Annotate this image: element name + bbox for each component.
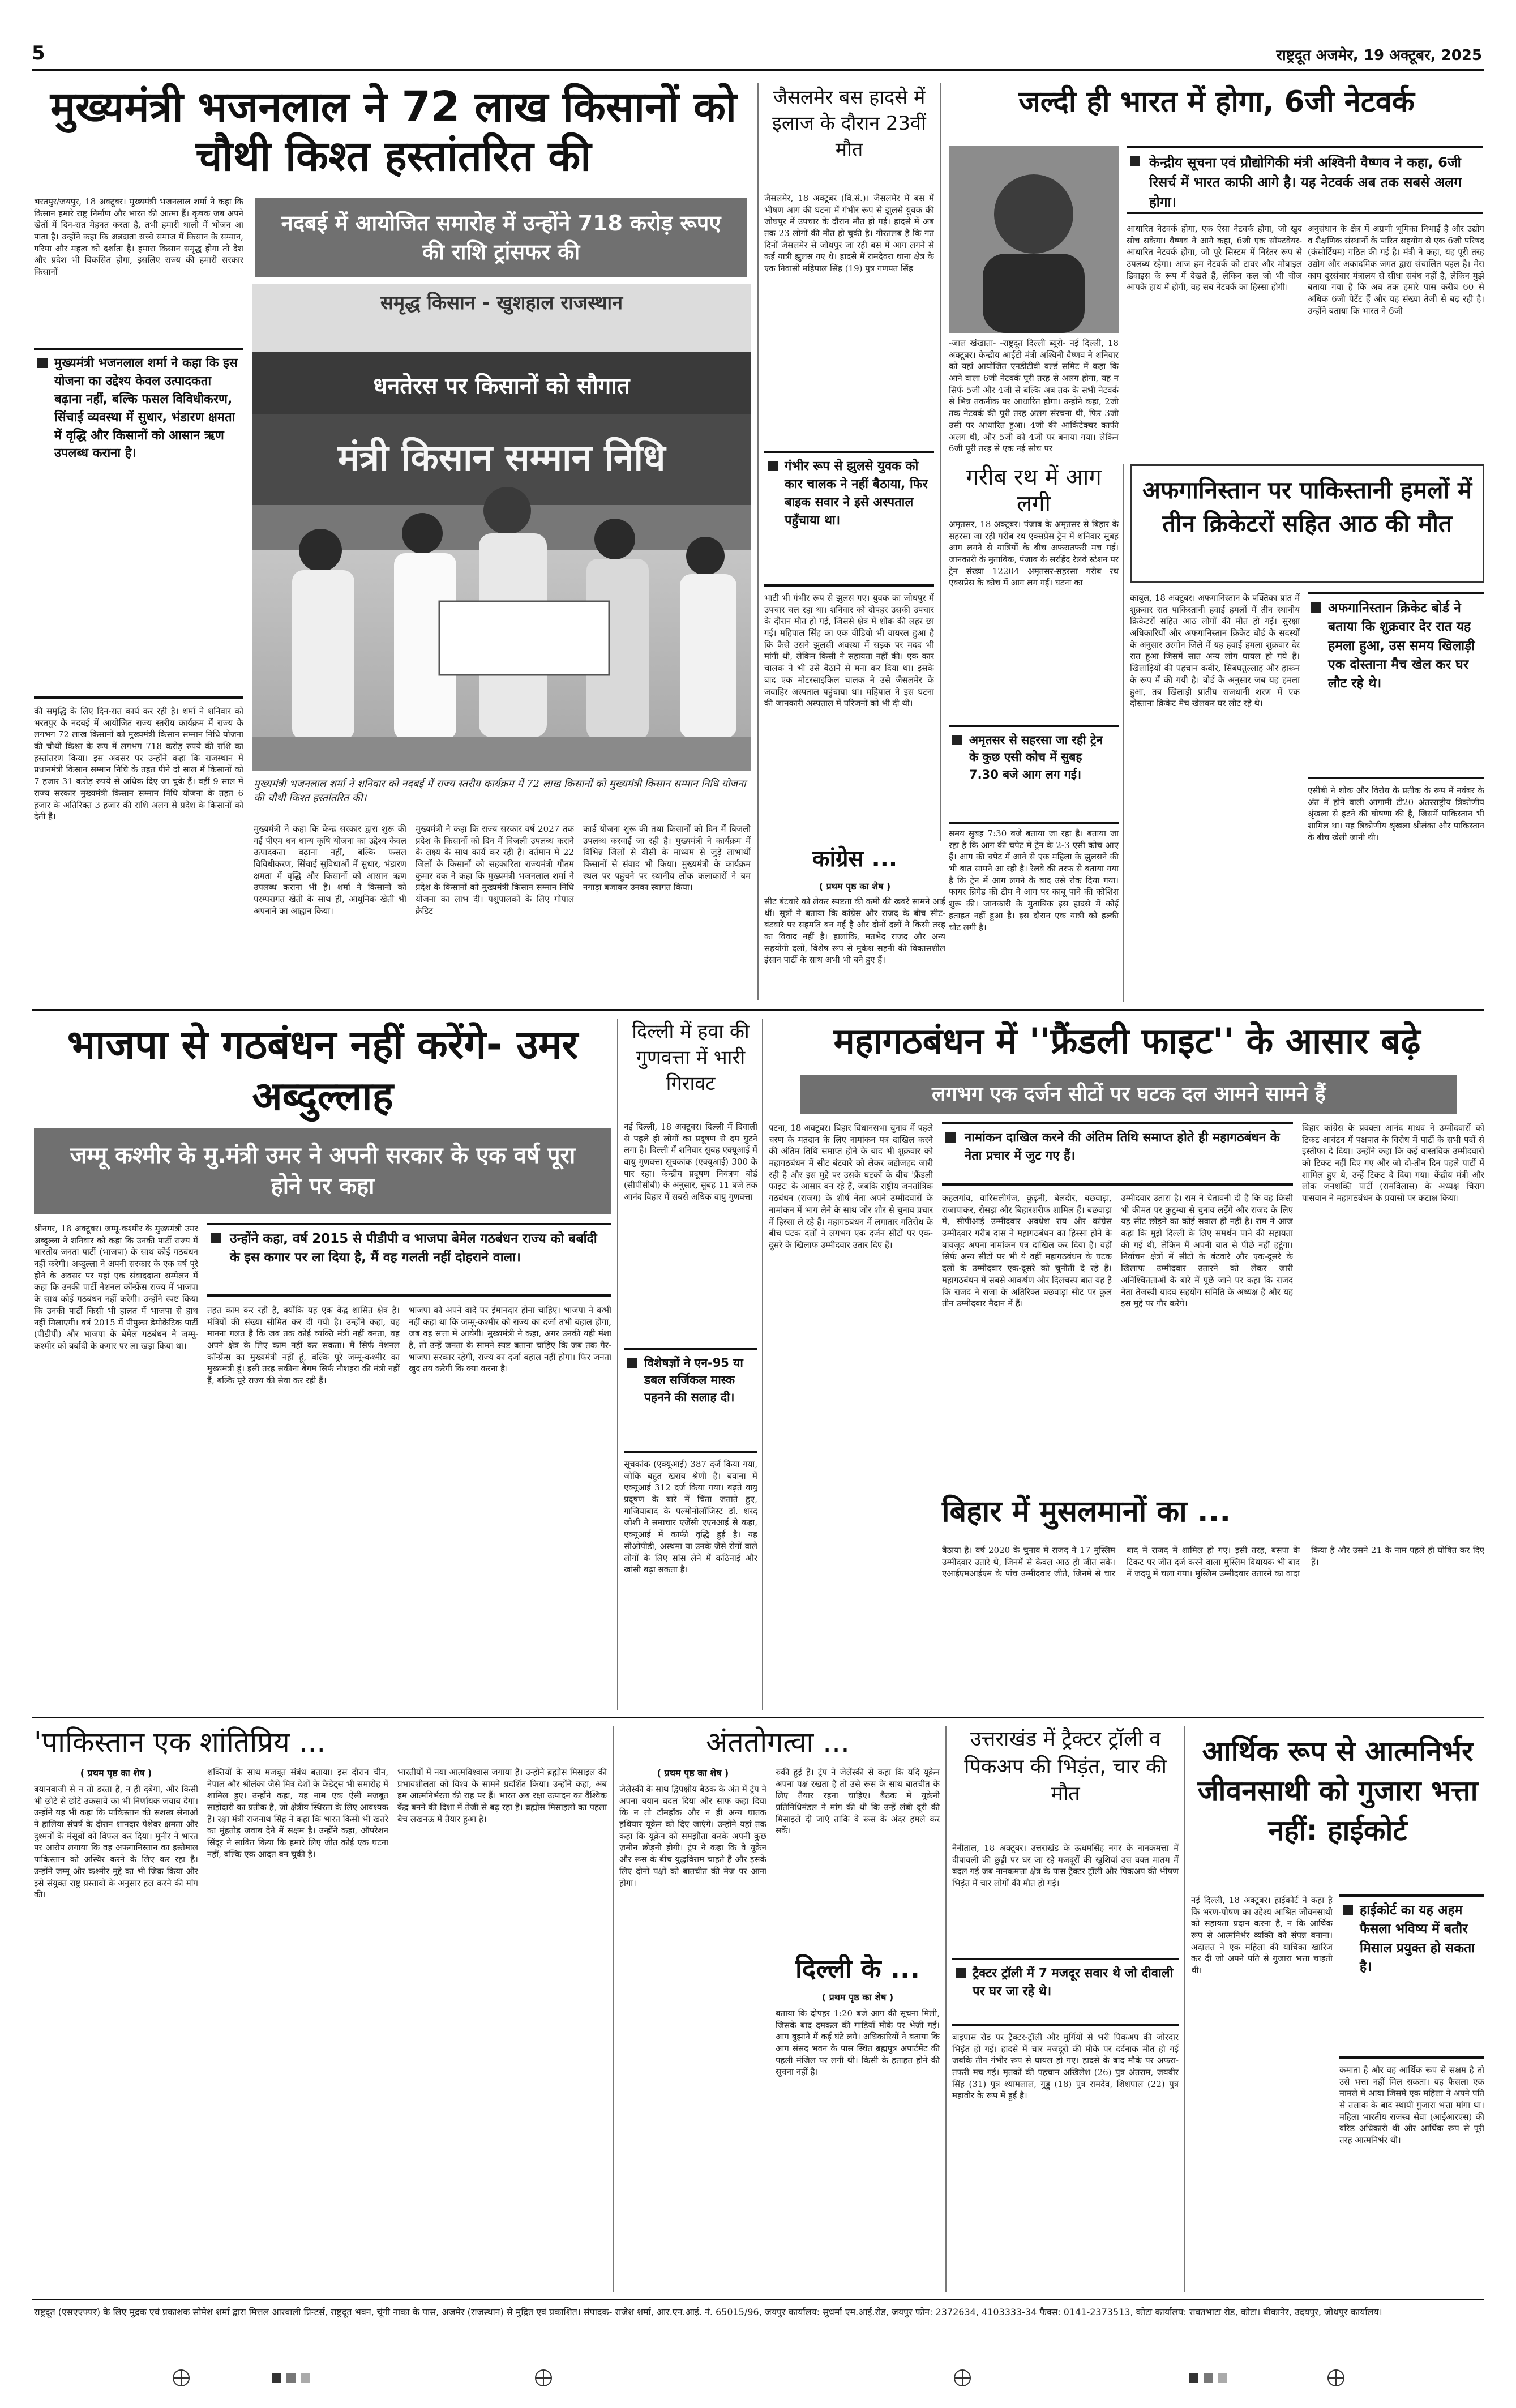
story13-headline: उत्तराखंड में ट्रैक्टर ट्रॉली व पिकअप की भिड़ंत, चार की मौत [964, 1727, 1167, 1806]
print-registration-icon [34, 2367, 1483, 2389]
story5-headline: अफगानिस्तान पर पाकिस्तानी हमलों में तीन क्रिकेटरों सहित आठ की मौत [1142, 476, 1472, 537]
story9-text: बैठाया है। वर्ष 2020 के चुनाव में राजद ने 17 मुस्लिम उम्मीदवार उतारे थे, जिनमें से केवल आठ ही जीत सके। एआईएमआईएम के पांच उम्मीदवार जीते, जिनमें से चार बाद में राजद में शामिल हो गए। इसी तरह, बसपा के टिकट पर जीत दर्ज करने वाला मुस्लिम विधायक भी बाद में जदयू में चला गया। मुस्लिम उम्मीदवार उतारने का वादा किया है और उसने 21 के नाम पहले ही घोषित कर दिए हैं। [942, 1545, 1484, 1579]
story7-text: नई दिल्ली, 18 अक्टूबर। दिल्ली में दिवाली से पहले ही लोगों का प्रदूषण से दम घुटने लगा है। दिल्ली में शनिवार सुबह एक्यूआई में वायु गुणवत्ता सूचकांक (एक्यूआई) 300 के पार रहा। केन्द्रीय प्रदूषण नियंत्रण बोर्ड (सीपीसीबी) के अनुसार, सुबह 11 बजे तक आनंद विहार में सबसे अधिक वायु गुणवत्ता [624, 1122, 757, 1203]
bullet-square-icon [1311, 602, 1321, 613]
story11-headline: 'पाकिस्तान एक शांतिप्रिय ... [34, 1726, 326, 1759]
story15-headline: आर्थिक रूप से आत्मनिर्भर जीवनसाथी को गुजारा भत्ता नहीं: हाईकोर्ट [1197, 1735, 1478, 1847]
bullet-square-icon [952, 735, 962, 745]
story5-text: काबुल, 18 अक्टूबर। अफगानिस्तान के पक्तिका प्रांत में शुक्रवार रात पाकिस्तानी हवाई हमलों में तीन स्थानीय क्रिकेटरों सहित आठ लोगों की मौत हो गई। सुरक्षा अधिकारियों और अफगानिस्तान क्रिकेट बोर्ड के सदस्यों के अनुसार उरगोन जिले में यह हवाई हमला शुक्रवार देर रात हुआ जिसमें सात अन्य लोग घायल हो गये हैं। खिलाड़ियों की पहचान कबीर, सिबघतुल्लाह और हारून के रूप में की गयी है। बोर्ड के अनुसार जब यह हमला हुआ, तब खिलाड़ी प्रांतीय राजधानी शरण में एक दोस्ताना क्रिकेट मैच खेलकर घर लौट रहे थे। [1130, 593, 1300, 709]
story3-text-c: अनुसंधान के क्षेत्र में अग्रणी भूमिका निभाई है और उद्योग व शैक्षणिक संस्थानों के पारित सहयोग से एक 6जी परिषद (कंसोर्टियम) गठित की गई है। मंत्री ने कहा, यह पूरी तरह उद्योग और अकादमिक जगत द्वारा संचालित पहल है। मेरा काम दूरसंचार मंत्रालय से सीधा संबंध नहीं है, लेकिन मुझे बताया गया है कि अब तक हमारे पास करीब 60 से अधिक 6जी पेटेंट हैं और यह संख्या तेजी से बढ़ रही है। उन्होंने बताया कि भारत ने 6जी [1308, 224, 1484, 316]
story15-text2: कमाता है और वह आर्थिक रूप से सक्षम है तो उसे भत्ता नहीं मिल सकता। यह फैसला एक मामले में आया जिसमें एक महिला ने अपने पति से तलाक के बाद स्थायी गुजारा भत्ता मांगा था। महिला भारतीय राजस्व सेवा (आईआरएस) की वरिष्ठ अधिकारी थी और आर्थिक रूप से पूरी तरह आत्मनिर्भर थी। [1339, 2065, 1484, 2146]
column-divider [762, 1019, 763, 1710]
story5-callout: अफगानिस्तान क्रिकेट बोर्ड ने बताया कि शुक्रवार देर रात यह हमला हुआ, उस समय खिलाड़ी एक दोस्ताना मैच खेल कर घर लौट रहे थे। [1308, 592, 1484, 779]
story5-headline-box [1130, 464, 1484, 583]
story5-text2: एसीबी ने शोक और विरोध के प्रतीक के रूप में नवंबर के अंत में होने वाली आगामी टी20 अंतरराष्ट्रीय त्रिकोणीय श्रृंखला से हटने की घोषणा की है, जिसमें पाकिस्तान भी शामिल था। यह त्रिकोणीय श्रृंखला श्रीलंका और पाकिस्तान के बीच खेली जानी थी। [1308, 785, 1484, 842]
bullet-square-icon [37, 358, 48, 368]
story1-callout: मुख्यमंत्री भजनलाल शर्मा ने कहा कि इस योजना का उद्देश्य केवल उत्पादकता बढ़ाना नहीं, बल्कि फसल विविधीकरण, सिंचाई व्यवस्था में सुधार, भंडारण क्षमता में वृद्धि और किसानों को आसान ऋण उपलब्ध कराना है। [34, 348, 243, 699]
story3-callout: केन्द्रीय सूचना एवं प्रौद्योगिकी मंत्री अश्विनी वैष्णव ने कहा, 6जी रिसर्च में भारत काफी आगे है। यह नेटवर्क अब तक सबसे अलग होगा। [1127, 146, 1483, 214]
photo-banner-main: मंत्री किसान सम्मान निधि [337, 437, 666, 479]
story1-text-d: मुख्यमंत्री ने कहा कि राज्य सरकार वर्ष 2027 तक प्रदेश के किसानों को दिन में बिजली उपलब्ध कराने के लक्ष्य के साथ कार्य कर रही है। वर्तमान में 22 जिलों के किसानों को सहकारिता राज्यमंत्री गौतम कुमार दक ने कहा कि मुख्यमंत्री भजनलाल शर्मा ने प्रदेश के किसानों को मुख्यमंत्री किसान सम्मान निधि योजना का लाभ दी। पशुपालकों के लिए गोपाल क्रेडिट [416, 824, 574, 916]
story1-caption: मुख्यमंत्री भजनलाल शर्मा ने शनिवार को नदबई में राज्य स्तरीय कार्यक्रम में 72 लाख किसानों को मुख्यमंत्री किसान सम्मान निधि योजना की चौथी किश्त हस्तांतरित की। [254, 778, 746, 805]
story9-headline: बिहार में मुसलमानों का ... [942, 1495, 1231, 1529]
story4-callout: अमृतसर से सहरसा जा रही ट्रेन के कुछ एसी कोच में सुबह 7.30 बजे आग लग गई। [949, 725, 1119, 824]
story1-text-a: भरतपुर/जयपुर, 18 अक्टूबर। मुख्यमंत्री भजनलाल शर्मा ने कहा कि किसान हमारे राष्ट्र निर्माण और भारत की आत्मा हैं। कृषक जब अपने खेतों में दिन-रात मेहनत करता है, तभी हमारी थाली में भोजन आ पाता है। उन्होंने कहा कि अन्नदाता सच्चे समाज में किसान के सम्मान, गरिमा और महत्व को दर्शाता है। हमारा किसान समृद्ध होगा तो देश और प्रदेश भी विकसित होगा, इसलिए राज्य की हमारी सरकार किसानों [34, 196, 243, 277]
story14-headline: दिल्ली के ... [795, 1953, 920, 1984]
story11-source: ( प्रथम पृष्ठ का शेष ) [80, 1768, 152, 1778]
story11-text: बयानबाजी से न तो डरता है, न ही दबेगा, और किसी भी छोटे से छोटे उकसावे का भी निर्णायक जवाब देगा। उन्होंने यह भी कहा कि पाकिस्तान की सशस्त्र सेनाओं ने हालिया संघर्ष के दौरान शानदार पेशेवर क्षमता और दुश्मनों के मंसूबों को विफल कर दिया। मुनीर ने भारत पर आरोप लगाया कि वह अफगानिस्तान का इस्तेमाल पाकिस्तान को अस्थिर करने के लिए कर रहा है। उन्होंने जम्मू और कश्मीर मुद्दे का भी जिक्र किया और इसे संयुक्त राष्ट्र प्रस्तावों के अनुसार हल करने की मांग की। [34, 1784, 198, 1900]
story15-text: नई दिल्ली, 18 अक्टूबर। हाईकोर्ट ने कहा है कि भरण-पोषण का उद्देश्य आश्रित जीवनसाथी को सहायता प्रदान करना है, न कि आर्थिक रूप से आत्मनिर्भर व्यक्ति को संपन्न बनाना। अदालत ने एक महिला की याचिका खारिज कर दी जो अपने पति से गुजारा भत्ता चाहती थी। [1191, 1895, 1333, 1976]
section-rule [32, 1717, 1484, 1718]
story4-text: अमृतसर, 18 अक्टूबर। पंजाब के अमृतसर से बिहार के सहरसा जा रही गरीब रथ एक्सप्रेस ट्रेन में शनिवार सुबह आग लगने से यात्रियों के बीच अफरातफरी मच गई। जानकारी के मुताबिक, पंजाब के सरहिंद रेलवे स्टेशन पर ट्रेन संख्या 12204 अमृतसर-सहरसा गरीब रथ एक्सप्रेस के कोच में आग लग गई। घटना का [949, 519, 1119, 588]
story4-headline: गरीब रथ में आग लगी [966, 464, 1102, 517]
story8-text3: उम्मीदवार उतारा है। राम ने चेतावनी दी है कि वह किसी भी कीमत पर कुटुम्बा से चुनाव लड़ेंगे और राजद के लिए यह सीट छोड़ने का कोई सवाल ही नहीं है। राम ने आज कहा कि मुझे दिल्ली के लिए समर्थन पाने की सहायता की गई थी, लेकिन मैं अपनी बात से पीछे नहीं हटूंगा। निर्वाचन क्षेत्रों में सीटों के बंटवारे और एक-दूसरे के खिलाफ उम्मीदवार उतारने को लेकर जारी अनिश्चितताओं के बारे में पूछे जाने पर कहा कि राजद नेता तेजस्वी यादव सहयोग समिति के अध्यक्ष हैं और यह इस मुद्दे पर गौर करेंगे। [1121, 1193, 1293, 1309]
story13-text: नैनीताल, 18 अक्टूबर। उत्तराखंड के ऊधमसिंह नगर के नानकमत्ता में दीपावली की छुट्टी पर घर जा रहे मजदूरों की खुशियां उस वक्त मातम में बदल गई जब नानकमत्ता क्षेत्र के पास ट्रैक्टर ट्रॉली और पिकअप की भीषण भिड़ंत में चार लोगों की मौत हो गई। [952, 1843, 1179, 1889]
column-divider [945, 1726, 947, 2292]
story15-callout: हाईकोर्ट का यह अहम फैसला भविष्य में बतौर मिसाल प्रयुक्त हो सकता है। [1339, 1894, 1484, 2059]
photo-banner-top: समृद्ध किसान - खुशहाल राजस्थान [380, 292, 623, 314]
story10-source: ( प्रथम पृष्ठ का शेष ) [819, 881, 891, 892]
story8-subhead: लगभग एक दर्जन सीटों पर घटक दल आमने सामने हैं [800, 1075, 1457, 1114]
story10-headline: कांग्रेस ... [812, 846, 898, 872]
minister-portrait [949, 146, 1119, 333]
story8-text4: बिहार कांग्रेस के प्रवक्ता आनंद माधव ने उम्मीदवारों को टिकट आवंटन में पक्षपात के विरोध में पार्टी के सभी पदों से इस्तीफा दे दिया। उन्होंने कहा कि कई वास्तविक उम्मीदवारों को टिकट नहीं दिए गए और जो दो-तीन दिन पहले पार्टी में शामिल हुए थे, उन्हें टिकट दे दिया गया। केंद्रीय मंत्री और लोक जनशक्ति पार्टी (रामविलास) के अध्यक्ष चिराग पासवान ने महागठबंधन के प्रयासों पर कटाक्ष किया। [1302, 1123, 1484, 1204]
bullet-square-icon [956, 1968, 966, 1978]
story1-subhead: नदबई में आयोजित समारोह में उन्होंने 718 करोड़ रूपए की राशि ट्रांसफर की [255, 198, 747, 277]
footer-imprint: राष्ट्रदूत (एसएएफ्पर) के लिए मुद्रक एवं प्रकाशक सोमेश शर्मा द्वारा मित्तल आरवाली प्रिन्टर्स, राष्ट्रदूत भवन, चूंगी नाका के पास, अजमेर (राजस्थान) से मुद्रित एवं प्रकाशित। संपादक- राजेश शर्मा, आर.एन.आई. नं. 65015/96, जयपुर कार्यालय: सुधर्मा एम.आई.रोड, जयपुर फोन: 2372634, 4103333-34 फैक्स: 0141-2373513, कोटा कार्यालय: रावतभाटा रोड, कोटा। बीकानेर, उदयपुर, जोधपुर कार्यालय। [34, 2307, 1382, 2317]
story1-text-c: मुख्यमंत्री ने कहा कि केन्द्र सरकार द्वारा शुरू की गई पीएम धन धान्य कृषि योजना का उद्देश्य केवल उत्पादकता बढ़ाना नहीं, बल्कि फसल विविधीकरण, सिंचाई सुविधाओं में सुधार, भंडारण क्षमता में वृद्धि और किसानों को आसान ऋण उपलब्ध कराना भी है। शर्मा ने किसानों को परम्परागत खेती के साथ ही, आधुनिक खेती भी अपनाने का आह्वान किया। [254, 824, 406, 916]
column-divider [1123, 464, 1124, 1002]
story6-text3: भाजपा को अपने वादे पर ईमानदार होना चाहिए। भाजपा ने कभी नहीं कहा था कि जम्मू-कश्मीर को राज्य का दर्जा तभी बहाल होगा, जब वह सत्ता में आयेगी। मुख्यमंत्री ने कहा, अगर उनकी यही मंशा है, तो उन्हें जनता के सामने स्पष्ट बताना चाहिए कि जब तक गैर-भाजपा सरकार रहेगी, राज्य का दर्जा बहाल नहीं होगा। फिर जनता खुद तय करेगी कि क्या करना है। [409, 1305, 611, 1374]
column-divider [940, 83, 941, 841]
story8-text: पटना, 18 अक्टूबर। बिहार विधानसभा चुनाव में पहले चरण के मतदान के लिए नामांकन पत्र दाखिल करने की अंतिम तिथि समाप्त होने के बाद भी शुक्रवार को महागठबंधन में सीट बंटवारे को लेकर जद्दोजहद जारी रही है और इस मुद्दे पर उसके घटकों के बीच 'फ्रैंडली फाइट' के आसार बन रहे हैं, जबकि राष्ट्रीय जनतांत्रिक गठबंधन (राजग) के शीर्ष नेता अपने उम्मीदवारों के नामांकन में भाग लेने के साथ जोर शोर से चुनाव प्रचार में हिस्सा ले रहे हैं। महागठबंधन में लगातार गतिरोध के बीच घटक दलों ने लगभग एक दर्जन सीटों पर एक-दूसरे के खिलाफ उम्मीदवार उतार दिए हैं। [769, 1123, 933, 1250]
story6-text2: तहत काम कर रही है, क्योंकि यह एक केंद्र शासित क्षेत्र है। मंत्रियों की संख्या सीमित कर दी गयी है। उन्होंने कहा, यह मानना गलत है कि जब तक कोई व्यक्ति मंत्री नहीं बनता, वह अपने क्षेत्र के लिए काम नहीं कर सकता। मैं सिर्फ नेशनल कॉन्फ्रेंस का मुख्यमंत्री नहीं हूं, बल्कि पूरे जम्मू-कश्मीर का मुख्यमंत्री हूं। इसी तरह सकीना बेगम सिर्फ नौशहरा की मंत्री नहीं हैं, बल्कि पूरे राज्य की सेवा कर रही हैं। [207, 1305, 400, 1386]
photo-banner-mid: धनतेरस पर किसानों को सौगात [373, 373, 630, 399]
story3-text-b: आधारित नेटवर्क होगा, एक ऐसा नेटवर्क होगा, जो खुद सोच सकेगा। वैष्णव ने आगे कहा, 6जी एक सॉफ्टवेयर-आधारित नेटवर्क होगा, जो पूरे सिस्टम में निरंतर रूप से उपलब्ध रहेगा। आज हम नेटवर्क को टावर और मोबाइल डिवाइस के रूप में देखते हैं, लेकिन कल जो भी चीज आपके हाथ में होगी, वह सब नेटवर्क का हिस्सा होगी। [1127, 224, 1302, 293]
story2-dateline: जैसलमेर, 18 अक्टूबर (वि.सं.)। जैसलमेर में बस में भीषण आग की घटना में गंभीर रूप से झुलसे युवक की जोधपुर में उपचार के दौरान मौत हो गई। हादसे में अब तक 23 लोगों की मौत हो चुकी है। गौरतलब है कि गत दिनों जैसलमेर से जोधपुर जा रही बस में आग लगने से कई यात्री झुलस गए थे। हादसे में रामदेवरा थाना क्षेत्र के एक निवासी महिपाल सिंह (19) पुत्र गणपत सिंह [764, 193, 934, 274]
ceremony-photo-graphic [252, 284, 751, 771]
story12-source: ( प्रथम पृष्ठ का शेष ) [657, 1768, 729, 1778]
column-divider [617, 1019, 618, 1710]
story1-text-b: की समृद्धि के लिए दिन-रात कार्य कर रही है। शर्मा ने शनिवार को भरतपुर के नदबई में आयोजित राज्य स्तरीय कार्यक्रम में राज्य के लगभग 72 लाख किसानों को मुख्यमंत्री किसान सम्मान निधि योजना की चौथी किश्त के रूप में लगभग 718 करोड़ रुपये की राशि का हस्तांतरण किया। इस अवसर पर उन्होंने कहा कि राजस्थान में प्रधानमंत्री किसान सम्मान निधि के तहत पीने दो साल में किसानों को 7 हजार 31 करोड़ रुपये से अधिक दिए जा चुके हैं। वहीं 9 साल में राज्य सरकार मुख्यमंत्री किसान सम्मान निधि योजना के तहत 6 हजार के अतिरिक्त 3 हजार की राशि अलग से प्रदेश के किसानों को देती है। [34, 706, 243, 822]
story6-callout: उन्होंने कहा, वर्ष 2015 से पीडीपी व भाजपा बेमेल गठबंधन राज्य को बर्बादी के इस कगार पर ला दिया है, मैं वह गलती नहीं दोहराने वाला। [207, 1223, 611, 1297]
story3-dateline: -जाल खंखाता- -राष्ट्रदूत दिल्ली ब्यूरो- नई दिल्ली, 18 अक्टूबर। केन्द्रीय आईटी मंत्री अश्विनी वैष्णव ने शनिवार को यहां आयोजित एनडीटीवी वर्ल्ड समिट में कहा कि आने वाला 6जी नेटवर्क पूरी तरह से अलग होगा, यह न सिर्फ 5जी और 4जी से बल्कि अब तक के सभी नेटवर्क से भिन्न तकनीक पर आधारित होगा। उन्होंने कहा, 2जी तक नेटवर्क की पूरी तरह अलग संरचना थी, फिर 3जी उसी पर आधारित हुआ। 4जी की आर्किटेक्चर काफी अलग थी, और 5जी को 4जी पर बनाया गया। लेकिन 6जी पूरी तरह से एक नई सोच पर [949, 338, 1119, 454]
story14-source: ( प्रथम पृष्ठ का शेष ) [821, 1992, 894, 2003]
story3-photo [949, 146, 1119, 333]
column-divider [757, 83, 759, 1000]
story2-text: भाटी भी गंभीर रूप से झुलस गए। युवक का जोधपुर में उपचार चल रहा था। शनिवार को दोपहर उसकी उपचार के दौरान मौत हो गई, जिससे क्षेत्र में शोक की लहर छा गई। महिपाल सिंह का एक वीडियो भी वायरल हुआ है कि कैसे उसने झुलसी अवस्था में सड़क पर मदद भी मांगी थी, लेकिन किसी ने सहायता नहीं की। एक कार चालक ने भी उसे बैठाने से मना कर दिया था। इसके बाद एक मोटरसाइकिल चालक ने उसे जैसलमेर के जवाहिर अस्पताल पहुंचाया था। महिपाल ने इस घटना की जानकारी अस्पताल में परिजनों को भी दी थी। [764, 593, 934, 709]
story8-text2: कहलगांव, वारिसलीगंज, कुढ़नी, बेलदौर, बछवाड़ा, राजापाकर, रोसड़ा और बिहारशरीफ शामिल हैं। बछवाड़ा में, सीपीआई उम्मीदवार अवधेश राय और कांग्रेस उम्मीदवार गरीब दास ने महागठबंधन का हिस्सा होने के बावजूद अपना नामांकन पत्र दाखिल कर दिया है। वहीं सिर्फ अन्य सीटों पर भी ये वहीं महागठबंधन के घटक दलों के उम्मीदवार एक-दूसरे को चुनौती दे रहे हैं। महागठबंधन में सबसे आकर्षण और दिलचस्प बात यह है कि राजद ने राजा के अतिरिक्त बछवाड़ा सीट पर कुल तीन उम्मीदवार मैदान में हैं। [942, 1193, 1112, 1309]
masthead-rule [32, 69, 1484, 71]
story10-text: सीट बंटवारे को लेकर स्पष्टता की कमी की खबरें सामने आईं थीं। सूत्रों ने बताया कि कांग्रेस और राजद के बीच सीट-बंटवारे पर सहमति बन गई है और दोनों दलों ने किसी तरह का विवाद नहीं है। हालांकि, मतभेद राजद और अन्य सहयोगी दलों, विशेष रूप से मुकेश सहनी की विकासशील इंसान पार्टी के साथ अभी भी बने हुए हैं। [764, 896, 945, 965]
story7-callout: विशेषज्ञों ने एन-95 या डबल सर्जिकल मास्क पहनने की सलाह दी। [624, 1348, 757, 1453]
story4-text2: समय सुबह 7:30 बजे बताया जा रहा है। बताया जा रहा है कि आग की चपेट में ट्रेन के 2-3 एसी कोच आए हैं। आग की चपेट में आने से एक महिला के झुलसने की भी बात सामने आ रही है। रेलवे की तरफ से बताया गया है कि ट्रेन में आग लगने के बाद उसे रोक दिया गया। फायर ब्रिगेड की टीम ने आग पर काबू पाने की कोशिश शुरू की। जानकारी के मुताबिक इस हादसे में कोई हताहत नहीं हुआ है। इस दौरान एक यात्री को हल्की चोट लगी है। [949, 828, 1119, 933]
story11-text2: शक्तियों के साथ मजबूत संबंध बताया। इस दौरान चीन, नेपाल और श्रीलंका जैसे मित्र देशों के कैडेट्स भी समारोह में शामिल हुए। उन्होंने कहा, यह नाम एक ऐसी मजबूत साझेदारी का प्रतीक है, जो क्षेत्रीय स्थिरता के लिए आवश्यक है। रक्षा मंत्री राजनाथ सिंह ने कहा कि भारत किसी भी खतरे का मुंहतोड़ जवाब देने में सक्षम है। उन्होंने कहा, ऑपरेशन सिंदूर ने साबित किया कि हमारे लिए जीत कोई एक घटना नहीं, बल्कि एक आदत बन चुकी है। [207, 1767, 388, 1859]
story12-headline: अंततोगत्वा ... [706, 1726, 850, 1759]
bullet-square-icon [211, 1233, 221, 1243]
story3-headline: जल्दी ही भारत में होगा, 6जी नेटवर्क [1018, 85, 1415, 119]
story13-callout: ट्रैक्टर ट्रॉली में 7 मजदूर सवार थे जो दीवाली पर घर जा रहे थे। [952, 1958, 1179, 2026]
bullet-square-icon [627, 1358, 637, 1368]
story14-text: बताया कि दोपहर 1:20 बजे आग की सूचना मिली, जिसके बाद दमकल की गाड़ियाँ मौके पर भेजी गईं। आग बुझाने में कई घंटे लगे। अधिकारियों ने बताया कि आग संसद भवन के पास स्थित ब्रह्मपुत्र अपार्टमेंट की पहली मंजिल पर लगी थी। किसी के हताहत होने की सूचना नहीं है। [776, 2008, 940, 2077]
column-divider [1184, 1726, 1185, 2292]
story6-subhead: जम्मू कश्मीर के मु.मंत्री उमर ने अपनी सरकार के एक वर्ष पूरा होने पर कहा [34, 1128, 611, 1214]
story6-headline: भाजपा से गठबंधन नहीं करेंगे- उमर अब्दुल्लाह [67, 1021, 579, 1119]
story1-text-e: कार्ड योजना शुरू की तथा किसानों को दिन में बिजली उपलब्ध करवाई जा रही है। मुख्यमंत्री ने कार्यक्रम में विभिन्न जिलों से वीसी के माध्यम से जुड़े लाभार्थी किसानों से संवाद भी किया। मुख्यमंत्री के कार्यक्रम स्थल पर पहुंचने पर स्थानीय लोक कलाकारों ने बम नगाड़ा बजाकर उनका स्वागत किया। [583, 824, 751, 893]
column-divider [613, 1726, 614, 2292]
footer-rule [32, 2299, 1484, 2300]
story2-callout: गंभीर रूप से झुलसे युवक को कार चालक ने नहीं बैठाया, फिर बाइक सवार ने इसे अस्पताल पहुँचाया था। [764, 451, 934, 587]
story12-text2: रुकी हुई है। ट्रंप ने जेलेंस्की से कहा कि यदि यूक्रेन अपना पक्ष रखता है तो उसे रूस के साथ बातचीत के लिए तैयार रहना चाहिए। बैठक में यूक्रेनी प्रतिनिधिमंडल ने मांग की थी कि उन्हें लंबी दूरी की मिसाइलें दी जाएं ताकि वे रूस के अंदर हमले कर सकें। [776, 1767, 940, 1836]
story7-headline: दिल्ली में हवा की गुणवत्ता में भारी गिरावट [632, 1020, 750, 1095]
story1-headline: मुख्यमंत्री भजनलाल ने 72 लाख किसानों को चौथी किश्त हस्तांतरित की [50, 83, 737, 181]
story12-text: जेलेंस्की के साथ द्विपक्षीय बैठक के अंत में ट्रंप ने अपना बयान बदल दिया और साफ कहा दिया कि न तो टॉमहॉक और न ही अन्य घातक हथियार यूक्रेन को दिए जाएंगे। उन्होंने यहां तक कहा कि यूक्रेन को समझौता करके अपनी कुछ ज़मीन छोड़नी होगी। ट्रंप ने कहा कि वे यूक्रेन और रूस के बीच युद्धविराम चाहते हैं और इसके लिए दोनों पक्षों को बातचीत की मेज पर आना होगा। [619, 1784, 766, 1888]
story8-headline: महागठबंधन में ''फ्रैंडली फाइट'' के आसार बढ़े [833, 1020, 1421, 1062]
masthead-date: राष्ट्रदूत अजमेर, 19 अक्टूबर, 2025 [1276, 47, 1482, 64]
bullet-square-icon [1130, 156, 1140, 166]
story7-text2: सूचकांक (एक्यूआई) 387 दर्ज किया गया, जोकि बहुत खराब श्रेणी है। बवाना में एक्यूआई 312 दर्ज किया गया। बढ़ते वायु प्रदूषण के बारे में चिंता जताते हुए, गाजियाबाद के पल्मोनोलॉजिस्ट डॉ. शरद जोशी ने समाचार एजेंसी एएनआई से कहा, एक्यूआई में काफी वृद्धि हुई है। यह सीओपीडी, अस्थमा या उनके जैसे रोगों वाले लोगों के लिए सांस लेने में कठिनाई और खांसी बढ़ा सकता है। [624, 1459, 757, 1575]
story6-text: श्रीनगर, 18 अक्टूबर। जम्मू-कश्मीर के मुख्यमंत्री उमर अब्दुल्ला ने शनिवार को कहा कि उनकी पार्टी राज्य में भारतीय जनता पार्टी (भाजपा) के साथ कोई गठबंधन नहीं करेगी। अब्दुल्ला ने अपनी सरकार के एक वर्ष पूरे होने के अवसर पर यहां एक संवाददाता सम्मेलन में कहा कि उनकी पार्टी नेशनल कॉन्फ्रेंस राज्य में भाजपा के साथ कोई गठबंधन नहीं करेगी। उन्होंने स्पष्ट किया कि उनकी पार्टी किसी भी हालत में भाजपा से हाथ नहीं मिलाएगी। वर्ष 2015 में पीपुल्स डेमोक्रेटिक पार्टी (पीडीपी) और भाजपा के बेमेल गठबंधन ने जम्मू-कश्मीर को बर्बादी के कगार पर ला खड़ा किया था। [34, 1224, 198, 1351]
page-number: 5 [32, 42, 45, 65]
bullet-square-icon [768, 461, 778, 471]
story2-headline: जैसलमेर बस हादसे में इलाज के दौरान 23वीं मौत [772, 86, 926, 161]
bullet-square-icon [1343, 1905, 1353, 1915]
registration-marks [34, 2367, 1483, 2389]
story8-callout: नामांकन दाखिल करने की अंतिम तिथि समाप्त होते ही महागठबंधन के नेता प्रचार में जुट गए हैं। [942, 1122, 1293, 1186]
bullet-square-icon [945, 1132, 956, 1143]
story1-photo [252, 284, 751, 771]
story13-text2: बाइपास रोड पर ट्रैक्टर-ट्रॉली और मुर्गियों से भरी पिकअप की जोरदार भिड़ंत हो गई। हादसे में चार मजदूरों की मौके पर दर्दनाक मौत हो गई जबकि तीन गंभीर रूप से घायल हो गए। हादसे के बाद मौके पर अफरा-तफरी मच गई। मृतकों की पहचान अखिलेश (26) पुत्र अंतराम, जयवीर सिंह (31) पुत्र श्यामलाल, गुड्डू (18) पुत्र रामदेव, शिशपाल (22) पुत्र महावीर के रूप में हुई है। [952, 2032, 1179, 2101]
section-rule [32, 1009, 1484, 1011]
story11-text3: भारतीयों में नया आत्मविश्वास जगाया है। उन्होंने ब्रह्मोस मिसाइल की प्रभावशीलता को विश्व के सामने प्रदर्शित किया। उन्होंने कहा, अब हम आत्मनिर्भरता की राह पर हैं। भारत अब रक्षा उत्पादन का वैश्विक केंद्र बनने की दिशा में तेजी से बढ़ रहा है। ब्रह्मोस मिसाइलों का पहला बैच लखनऊ में तैयार हुआ है। [397, 1767, 607, 1824]
